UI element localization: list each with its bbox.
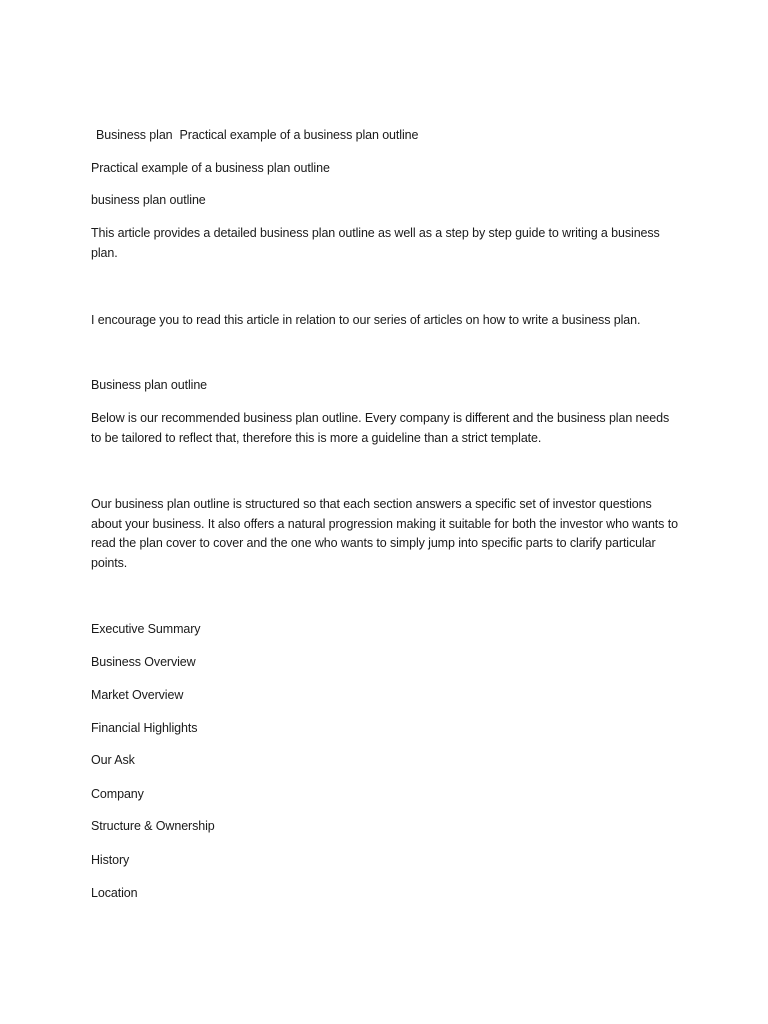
list-item: Company — [91, 787, 144, 801]
list-item: History — [91, 853, 130, 867]
section-paragraph-2: Our business plan outline is structured so that each section answers a specific set of investor questions about your business. It also offers a natural progression making it suitable for both the investor who wants to read the plan cover to cover and the one who wants to simply jump into specific parts to clarify particular points. — [91, 497, 678, 570]
list-item: Location — [91, 886, 138, 900]
subtitle: Practical example of a business plan outline — [91, 161, 330, 175]
tag-line: business plan outline — [91, 193, 206, 207]
document-title — [91, 126, 691, 146]
encourage-paragraph: I encourage you to read this article in relation to our series of articles on how to write a business plan. — [91, 313, 641, 327]
list-item: Structure & Ownership — [91, 819, 215, 833]
title-right: Practical example of a business plan outline — [179, 128, 419, 142]
list-item: Business Overview — [91, 655, 196, 669]
title-left: Business plan — [96, 128, 173, 142]
list-item: Financial Highlights — [91, 721, 198, 735]
list-item: Market Overview — [91, 688, 184, 702]
list-item: Our Ask — [91, 753, 135, 767]
intro-paragraph: This article provides a detailed business plan outline as well as a step by step guide to writing a business plan. — [91, 226, 660, 260]
section-paragraph-1: Below is our recommended business plan outline. Every company is different and the business plan needs to be tailored to reflect that, therefore this is more a guideline than a strict template. — [91, 411, 670, 445]
section-heading: Business plan outline — [91, 378, 208, 392]
list-item: Executive Summary — [91, 622, 201, 636]
